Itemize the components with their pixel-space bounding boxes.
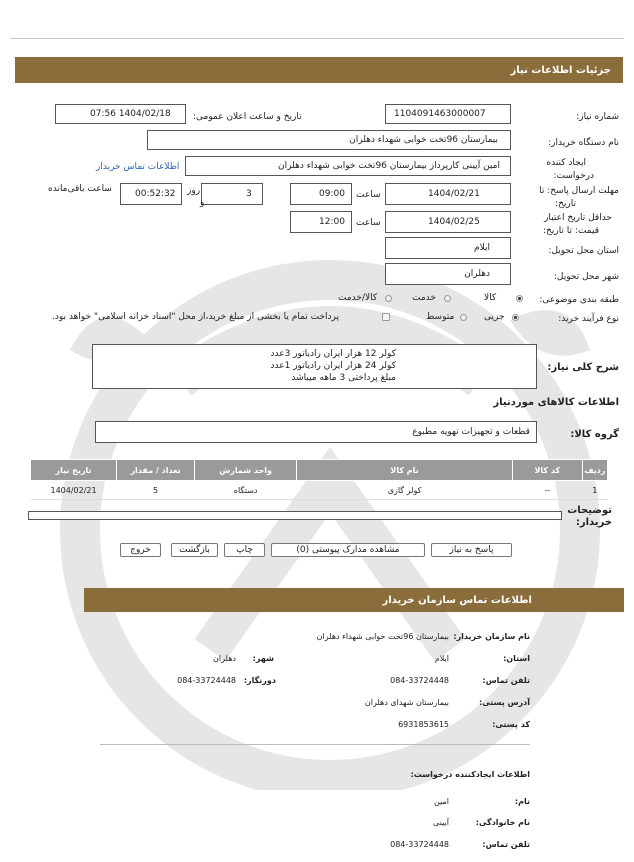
contact-province-label: استان: [503,654,530,663]
deadline-date-value: 1404/02/21 [428,189,480,199]
validity-label-2: قیمت: تا تاریخ: [543,226,599,236]
reply-button[interactable]: پاسخ به نیاز [431,543,512,557]
view-attachments-button[interactable]: مشاهده مدارک پیوستی (0) [271,543,425,557]
need-number-value: 1104091463000007 [394,109,486,119]
validity-date-field[interactable] [385,211,511,233]
back-button[interactable]: بازگشت [171,543,218,557]
contact-postal-label: کد پستی: [492,720,530,729]
creator-family-value: آیینی [433,818,449,827]
buyer-org-field[interactable] [147,130,511,150]
province-value: ایلام [474,243,490,253]
announce-label: تاریخ و ساعت اعلان عمومی: [193,112,302,122]
remaining-label: ساعت باقی‌مانده [48,184,112,194]
deadline-date-field[interactable] [385,183,511,205]
print-button[interactable]: چاپ [224,543,265,557]
creator-phone-value: 084-33724448 [390,840,449,849]
remaining-time-field[interactable] [120,183,182,205]
description-line-3: مبلغ پرداختی 3 ماهه میباشد [291,373,396,383]
category-both-label: کالا/خدمت [338,293,378,303]
province-label: استان محل تحویل: [548,246,619,256]
creator-name-value: امین [433,797,449,806]
contact-fax-label: دورنگار: [243,676,276,685]
days-label: روز [187,186,201,196]
cell-quantity: 5 [117,481,195,500]
creator-label-2: درخواست: [553,171,594,181]
goods-group-label: گروه کالا: [570,429,619,440]
contact-title: اطلاعات تماس سازمان خریدار [382,595,532,606]
col-row-number: ردیف [582,460,607,481]
goods-table [30,459,608,500]
validity-time-label: ساعت [356,218,381,228]
buyer-org-label: نام دستگاه خریدار: [548,138,619,148]
contact-province-value: ایلام [434,654,449,663]
buyer-notes-label-1: توضیحات [567,505,612,516]
contact-address-value: بیمارستان شهدای دهلران [364,698,449,707]
cell-need-date: 1404/02/21 [31,481,117,500]
category-label: طبقه بندی موضوعی: [539,295,619,305]
cell-row-number: 1 [582,481,607,500]
page-title: جزئیات اطلاعات نیاز [510,65,611,76]
purchase-medium-label: متوسط [426,312,455,322]
deadline-label-2: تاریخ: [555,199,576,209]
need-number-label: شماره نیاز: [576,112,619,122]
contact-header [84,588,624,612]
category-goods-radio[interactable] [516,295,523,302]
validity-date-value: 1404/02/25 [428,217,480,227]
table-row[interactable] [31,481,608,500]
purchase-small-label: جزیی [484,312,505,322]
city-label: شهر محل تحویل: [553,272,619,282]
contact-phone-label: تلفن تماس: [482,676,530,685]
creator-field[interactable] [185,156,511,176]
col-unit: واحد شمارش [195,460,297,481]
table-header-row [31,460,608,481]
remaining-time-value: 00:52:32 [135,189,176,199]
category-goods-label: کالا [484,293,497,303]
creator-phone-label: تلفن تماس: [482,840,530,849]
treasury-checkbox[interactable] [382,313,390,321]
deadline-time-value: 09:00 [319,189,345,199]
contact-org-value: بیمارستان 96تخت خوابی شهداء دهلران [316,632,449,641]
creator-family-label: نام خانوادگی: [475,818,530,827]
deadline-time-label: ساعت [356,190,381,200]
contact-info-link[interactable]: اطلاعات تماس خریدار [96,162,180,172]
city-field[interactable] [385,263,511,285]
contact-phone-value: 084-33724448 [390,676,449,685]
col-quantity: تعداد / مقدار [117,460,195,481]
city-value: دهلران [464,269,490,279]
contact-address-label: آدرس پستی: [479,698,530,707]
cell-unit: دستگاه [195,481,297,500]
exit-button[interactable]: خروج [120,543,161,557]
contact-divider [100,744,530,745]
col-goods-code: کد کالا [512,460,582,481]
contact-city-value: دهلران [213,654,236,663]
contact-postal-value: 6931853615 [398,720,449,729]
page-header [15,57,623,83]
buyer-notes-label-2: خریدار: [575,517,612,528]
days-value: 3 [246,189,252,199]
province-field[interactable] [385,237,511,259]
announce-value: 1404/02/18 07:56 [90,109,171,119]
and-label: و [200,198,205,208]
contact-org-label: نام سازمان خریدار: [453,632,530,641]
purchase-medium-radio[interactable] [460,314,467,321]
validity-label-1: حداقل تاریخ اعتبار [544,213,612,223]
creator-label-1: ایجاد کننده [546,158,586,168]
category-both-radio[interactable] [385,295,392,302]
purchase-small-radio[interactable] [512,314,519,321]
description-label: شرح کلی نیاز: [547,362,619,373]
deadline-label-1: مهلت ارسال پاسخ: تا [539,186,619,196]
category-service-radio[interactable] [444,295,451,302]
description-line-1: کولر 12 هزار ایران رادیاتور 3عدد [270,349,396,359]
need-number-field[interactable] [385,104,511,124]
contact-fax-value: 084-33724448 [177,676,236,685]
goods-section-title: اطلاعات کالاهای موردنیاز [493,397,619,408]
top-divider [10,38,624,39]
description-box [92,344,537,389]
category-service-label: خدمت [412,293,436,303]
creator-info-title: اطلاعات ایجادکننده درخواست: [410,770,530,779]
goods-group-value: قطعات و تجهیزات تهویه مطبوع [412,427,530,437]
cell-goods-code: -- [512,481,582,500]
col-goods-name: نام کالا [297,460,513,481]
validity-time-value: 12:00 [319,217,345,227]
announce-field[interactable] [55,104,186,124]
validity-time-field[interactable] [290,211,352,233]
goods-group-box [95,421,537,443]
treasury-note: پرداخت تمام یا بخشی از مبلغ خرید،از محل "اسناد خزانه اسلامی" خواهد بود. [52,312,340,322]
contact-city-label: شهر: [252,654,274,663]
deadline-time-field[interactable] [290,183,352,205]
days-field[interactable] [201,183,263,205]
creator-name-label: نام: [514,797,530,806]
cell-goods-name: کولر گازی [297,481,513,500]
buyer-notes-box [28,511,562,520]
col-need-date: تاریخ نیاز [31,460,117,481]
creator-value: امین آیینی کارپرداز بیمارستان 96تخت خوابی شهداء دهلران [278,161,500,171]
buyer-org-value: بیمارستان 96تخت خوابی شهداء دهلران [349,135,498,145]
purchase-type-label: نوع فرآیند خرید: [558,314,619,324]
description-line-2: کولر 24 هزار ایران رادیاتور 1عدد [270,361,396,371]
